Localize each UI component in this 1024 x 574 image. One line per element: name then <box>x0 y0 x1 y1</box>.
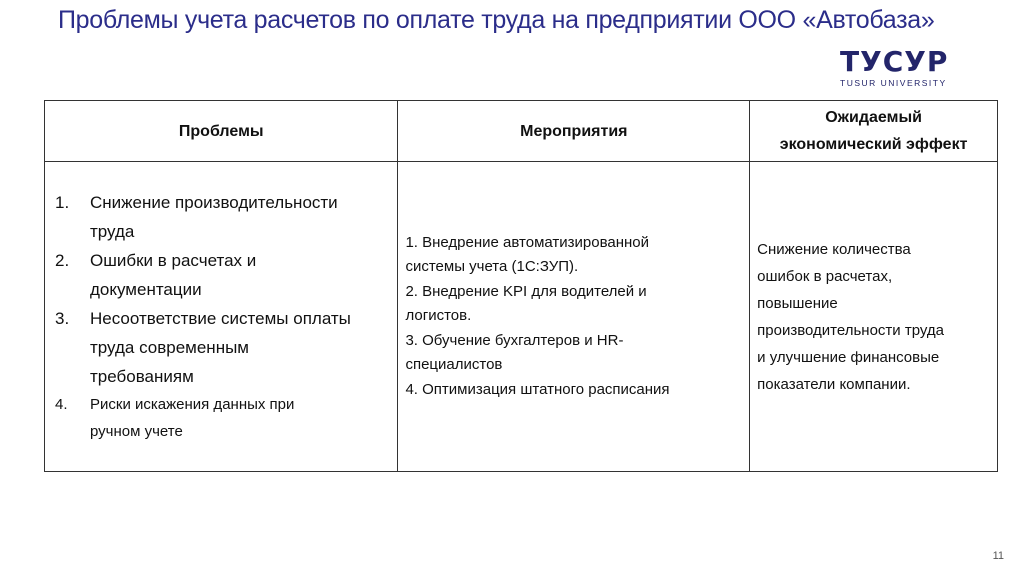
problem-line: труда современным <box>90 338 249 357</box>
problem-line: труда <box>90 222 135 241</box>
header-effect-line1: Ожидаемый <box>825 109 922 126</box>
problem-text <box>90 391 294 445</box>
measure-line: 2. Внедрение KPI для водителей и <box>405 282 647 300</box>
problem-item-4 <box>55 391 389 445</box>
measure-line: логистов. <box>405 307 472 325</box>
problem-number: 3. <box>55 309 70 328</box>
problem-number: 1. <box>55 193 70 212</box>
slide-title: Проблемы учета расчетов по оплате труда на предприятии ООО «Автобаза» <box>58 6 935 34</box>
problems-table <box>44 100 998 472</box>
problem-text <box>90 304 351 391</box>
measure-line: 3. Обучение бухгалтеров и HR- <box>405 331 624 349</box>
problem-line: Ошибки в расчетах и <box>90 251 257 270</box>
problem-number: 2. <box>55 251 70 270</box>
problem-line: требованиям <box>90 367 194 386</box>
problem-item-1 <box>55 188 389 246</box>
effect-line: производительности труда <box>757 321 944 339</box>
logo-subtitle: TUSUR UNIVERSITY <box>840 78 947 88</box>
page-number: 11 <box>992 550 1004 562</box>
problem-line: документации <box>90 280 202 299</box>
effect-line: ошибок в расчетах, <box>757 267 893 285</box>
table-row <box>45 162 998 472</box>
problem-text <box>90 246 256 304</box>
logo-wordmark: ТУСУР <box>840 45 949 78</box>
problem-item-2 <box>55 246 389 304</box>
problem-line: Несоответствие системы оплаты <box>90 309 351 328</box>
problem-text <box>90 188 338 246</box>
measure-line: специалистов <box>405 356 503 374</box>
measure-line: 4. Оптимизация штатного расписания <box>405 380 670 398</box>
tusur-logo <box>840 45 956 88</box>
header-problems: Проблемы <box>45 101 398 162</box>
problems-cell <box>45 162 398 472</box>
measure-line: системы учета (1С:ЗУП). <box>405 258 579 276</box>
problems-list <box>55 188 389 445</box>
table-header-row <box>45 101 998 162</box>
problem-line: Риски искажения данных при <box>90 396 295 413</box>
problem-line: ручном учете <box>90 423 183 440</box>
header-effect <box>750 101 998 162</box>
problem-number: 4. <box>55 396 68 413</box>
measures-cell <box>398 162 750 472</box>
header-effect-line2: экономический эффект <box>779 136 968 153</box>
effect-line: Снижение количества <box>757 240 911 258</box>
effect-line: показатели компании. <box>757 375 911 393</box>
problem-line: Снижение производительности <box>90 193 338 212</box>
effect-line: и улучшение финансовые <box>757 348 940 366</box>
effect-cell <box>750 162 998 472</box>
header-measures: Мероприятия <box>398 101 750 162</box>
problem-item-3 <box>55 304 389 391</box>
effect-line: повышение <box>757 294 838 312</box>
measure-line: 1. Внедрение автоматизированной <box>405 233 650 251</box>
